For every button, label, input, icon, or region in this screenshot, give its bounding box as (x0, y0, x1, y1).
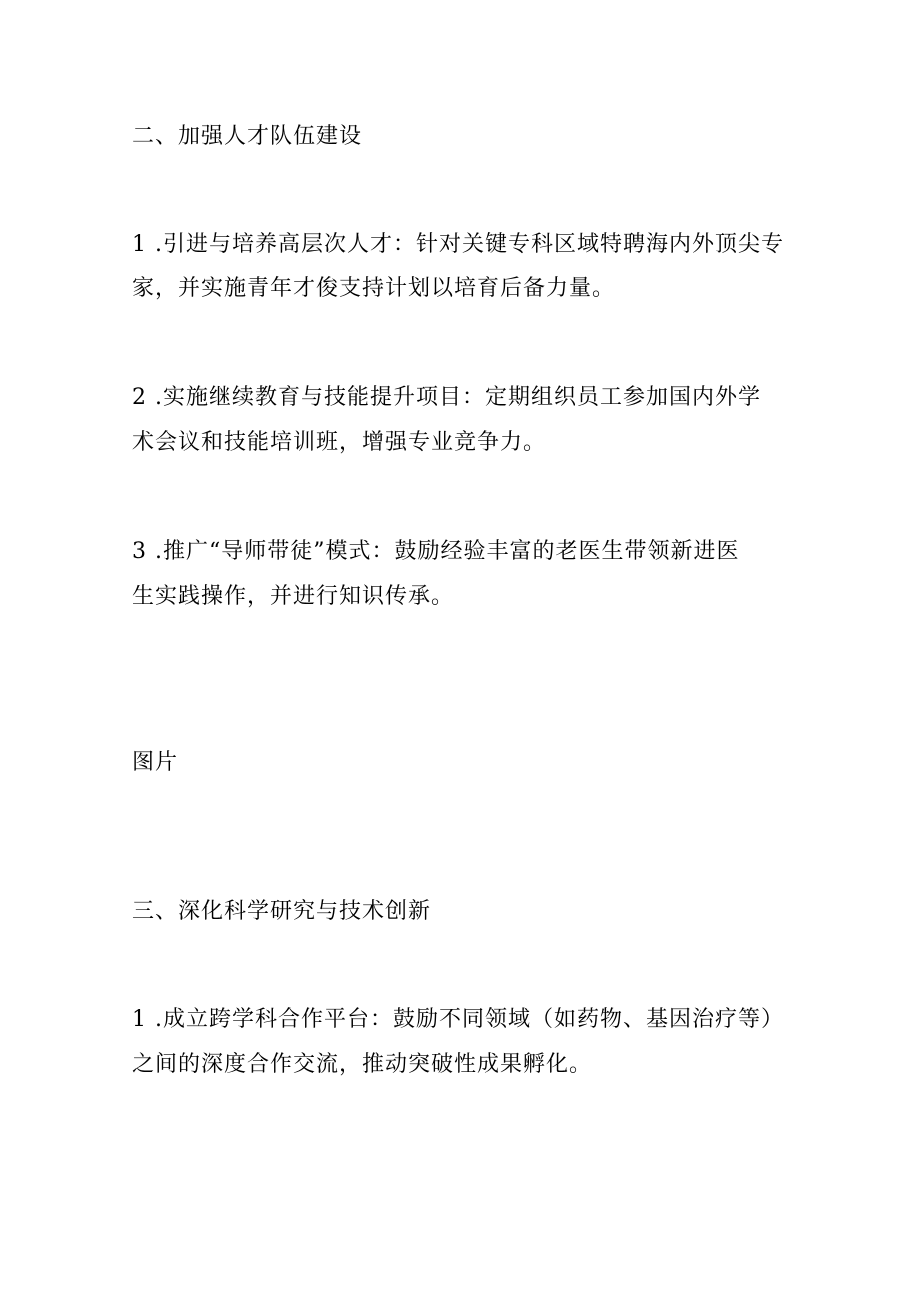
list-item-text: 1 .成立跨学科合作平台：鼓励不同领域（如药物、基因治疗等） (132, 1007, 784, 1032)
list-item-text: 生实践操作，并进行知识传承。 (132, 584, 455, 609)
list-item-text: 之间的深度合作交流，推动突破性成果孵化。 (132, 1052, 593, 1077)
list-item-text: 术会议和技能培训班，增强专业竞争力。 (132, 430, 547, 455)
list-item-text: 2 .实施继续教育与技能提升项目：定期组织员工参加国内外学 (132, 385, 761, 410)
list-item-text: 3 .推广“导师带徒”模式：鼓励经验丰富的老医生带领新进医 (132, 539, 740, 564)
image-placeholder-label: 图片 (132, 750, 179, 775)
section-heading-research: 三、深化科学研究与技术创新 (132, 899, 432, 924)
list-item-text: 家，并实施青年才俊支持计划以培育后备力量。 (132, 276, 616, 301)
section-heading-talent: 二、加强人才队伍建设 (132, 124, 363, 149)
list-item-text: 1 .引进与培养高层次人才：针对关键专科区域特聘海内外顶尖专 (132, 232, 784, 257)
